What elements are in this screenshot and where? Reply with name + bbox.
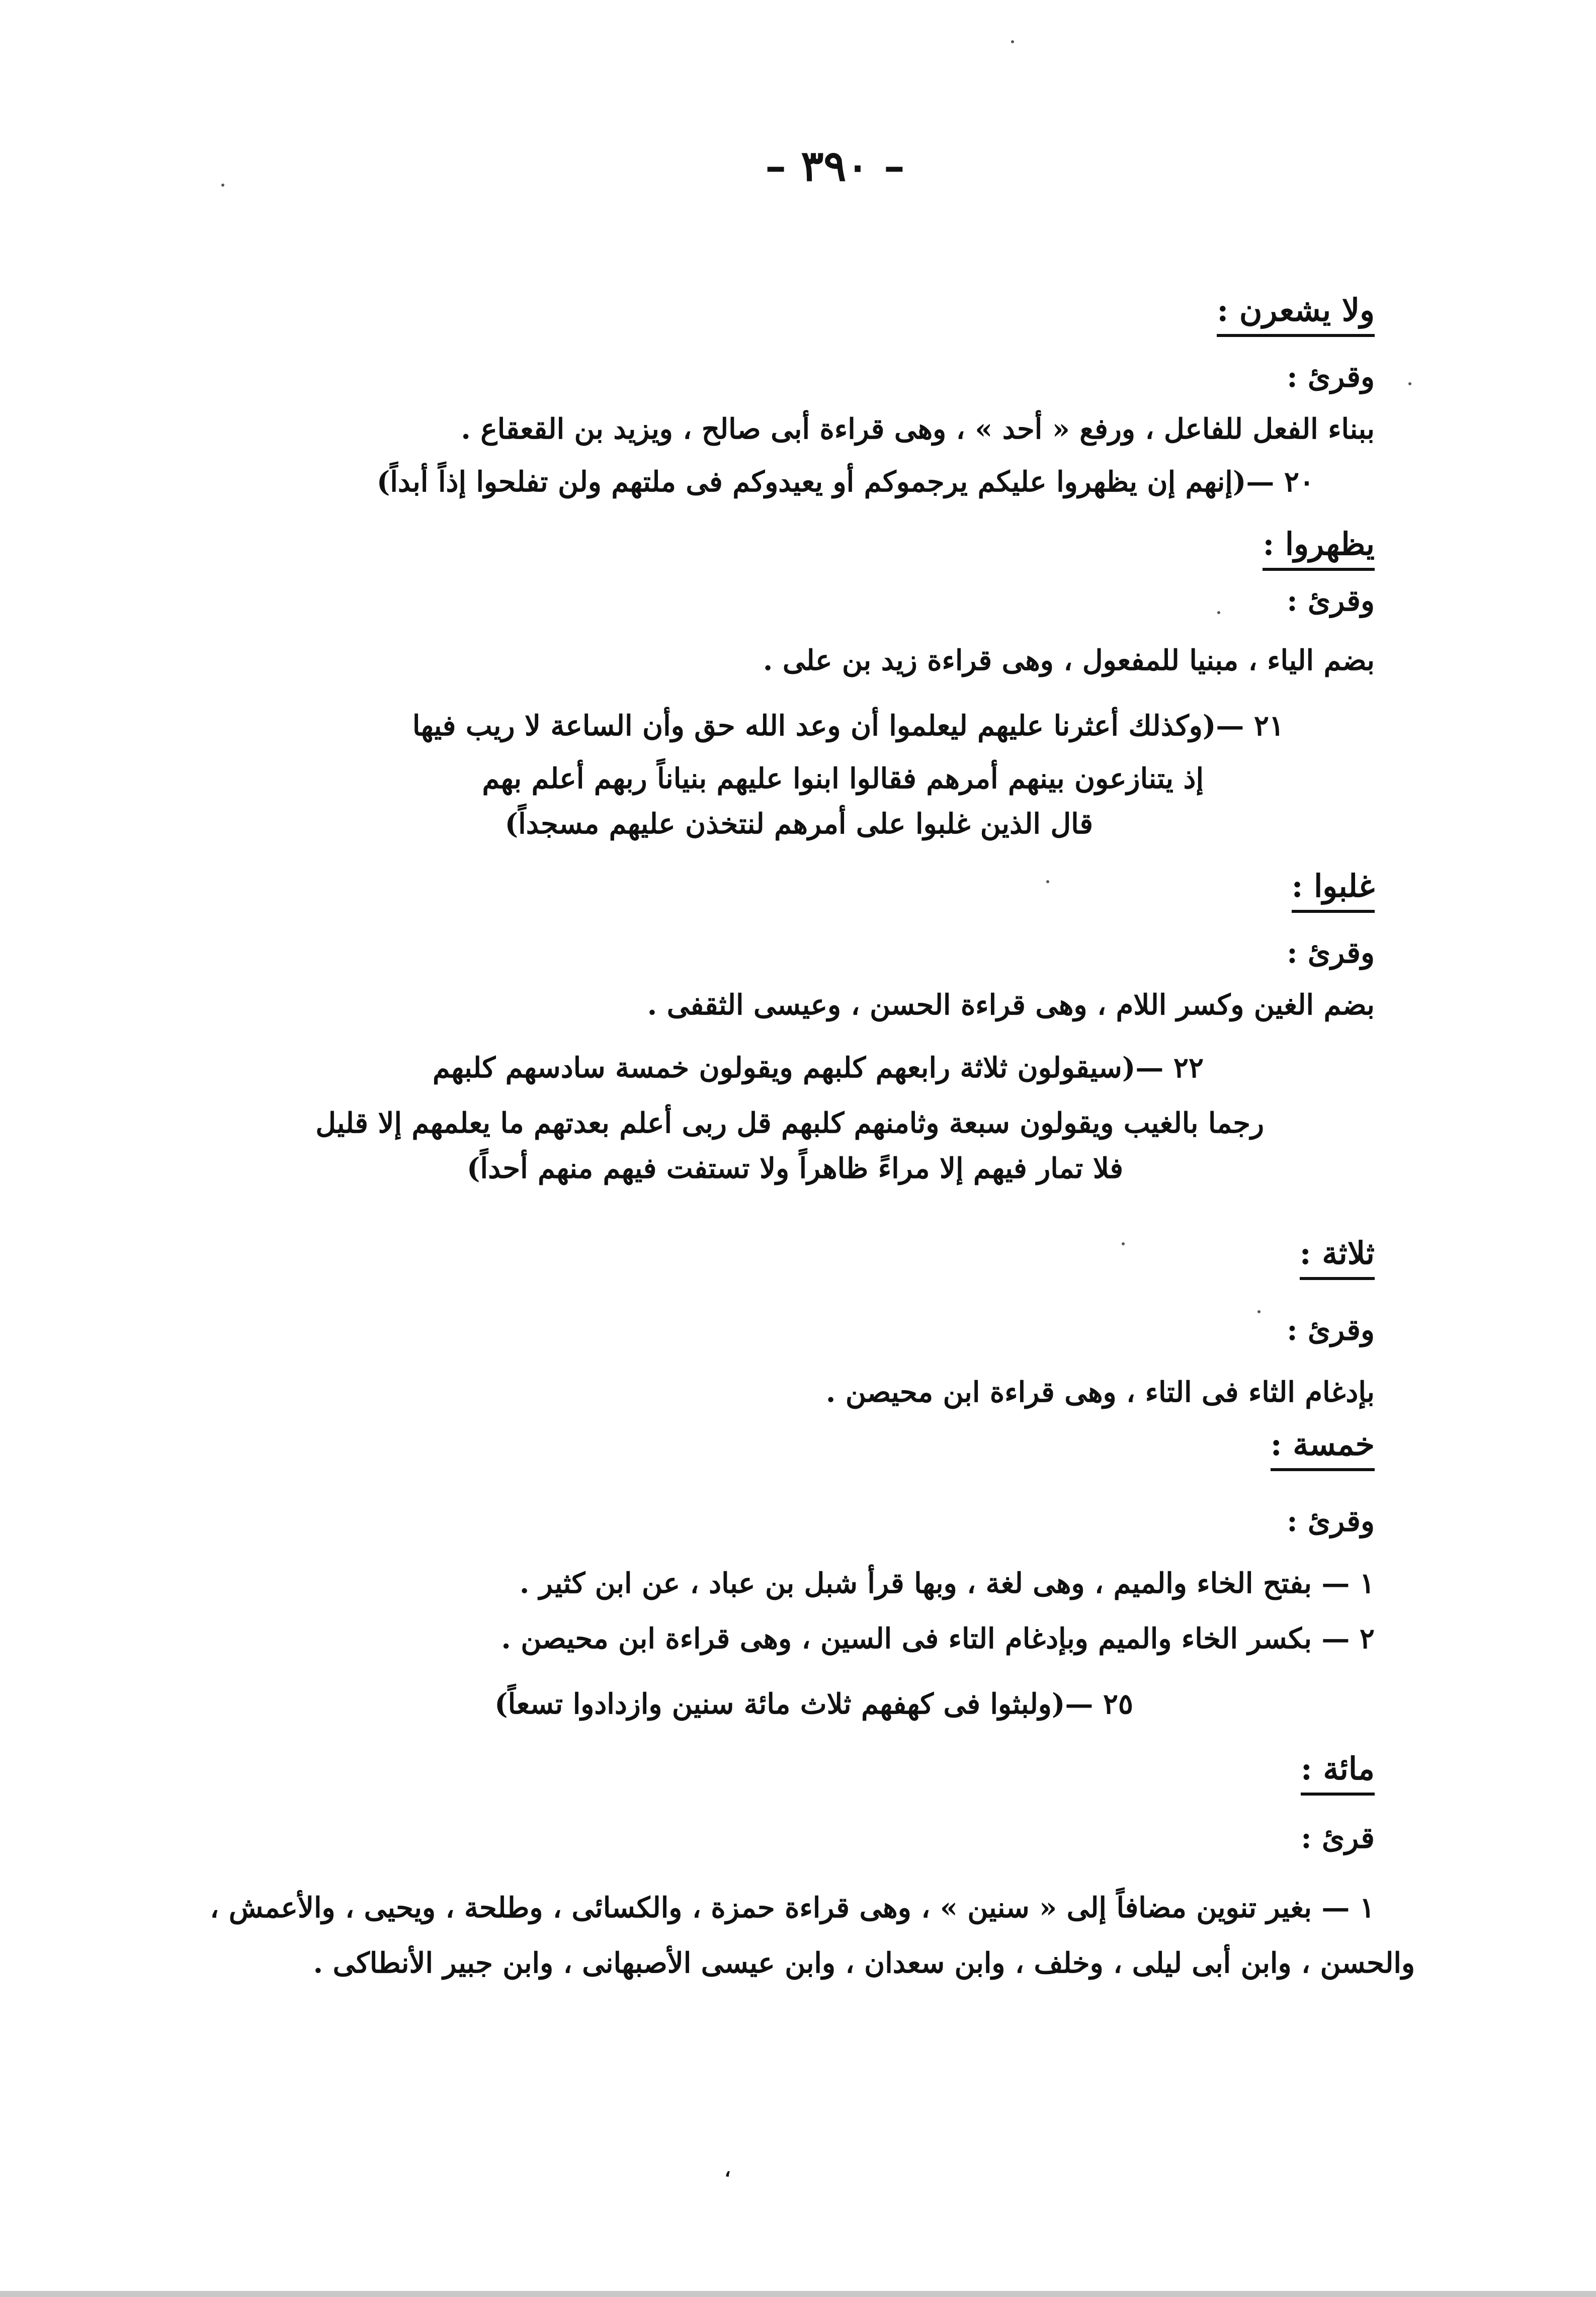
verse-21-line-3: قال الذين غلبوا على أمرهم لنتخذن عليهم مسجداً)	[505, 807, 1093, 840]
heading-thalatha	[1300, 1235, 1375, 1280]
reading-note-5-2: ٢ — بكسر الخاء والميم وبإدغام التاء فى السين ، وهى قراءة ابن محيصن .	[501, 1622, 1375, 1655]
qurie-label-6: قرئ :	[1301, 1821, 1375, 1855]
heading-thalatha-text: ثلاثة :	[1300, 1235, 1375, 1280]
scan-speck	[1122, 1242, 1125, 1245]
verse-20: ٢٠ —(إنهم إن يظهروا عليكم يرجموكم أو يعيدوكم فى ملتهم ولن تفلحوا إذاً أبداً)	[376, 465, 1314, 498]
verse-22-line-2: رجما بالغيب ويقولون سبعة وثامنهم كلبهم قل ربى أعلم بعدتهم ما يعلمهم إلا قليل	[315, 1107, 1264, 1140]
verse-21-line-2: إذ يتنازعون بينهم أمرهم فقالوا ابنوا عليهم بنياناً ربهم أعلم بهم	[482, 762, 1204, 795]
scan-speck	[1408, 382, 1411, 385]
heading-mia	[1301, 1750, 1375, 1796]
heading-ghalabu-text: غلبوا :	[1292, 868, 1375, 913]
heading-yazharu-text: يظهروا :	[1263, 526, 1375, 571]
verse-25: ٢٥ —(ولبثوا فى كهفهم ثلاث مائة سنين وازدادوا تسعاً)	[494, 1687, 1133, 1721]
heading-yasharun-text: ولا يشعرن :	[1217, 292, 1375, 337]
scan-speck	[1046, 880, 1049, 883]
reading-note-6-2: والحسن ، وابن أبى ليلى ، وخلف ، وابن سعدان ، وابن عيسى الأصبهانى ، وابن جبير الأنطاكى .	[313, 1946, 1415, 1980]
heading-khamsa	[1271, 1426, 1375, 1471]
qurie-label-2: وقرئ :	[1287, 583, 1375, 618]
page-bottom-edge	[0, 2291, 1596, 2297]
qurie-label-5: وقرئ :	[1287, 1504, 1375, 1538]
scan-speck	[1257, 1310, 1261, 1313]
heading-ghalabu	[1292, 868, 1375, 913]
page-number: – ٣٩٠ –	[765, 141, 905, 191]
heading-yazharu	[1263, 526, 1375, 571]
verse-22-line-1: ٢٢ —(سيقولون ثلاثة رابعهم كلبهم ويقولون خمسة سادسهم كلبهم	[433, 1051, 1204, 1084]
reading-note-3: بضم الغين وكسر اللام ، وهى قراءة الحسن ، وعيسى الثقفى .	[647, 988, 1375, 1022]
footer-mark: ،	[724, 2158, 731, 2181]
scan-speck	[1011, 40, 1014, 43]
heading-yasharun	[1217, 292, 1375, 337]
verse-21-line-1: ٢١ —(وكذلك أعثرنا عليهم ليعلموا أن وعد الله حق وأن الساعة لا ريب فيها	[412, 709, 1284, 742]
qurie-label-3: وقرئ :	[1287, 935, 1375, 970]
heading-khamsa-text: خمسة :	[1271, 1426, 1375, 1471]
heading-mia-text: مائة :	[1301, 1750, 1375, 1796]
reading-note-4: بإدغام الثاء فى التاء ، وهى قراءة ابن محيصن .	[825, 1376, 1375, 1409]
scan-speck	[1217, 611, 1220, 614]
reading-note-1: ببناء الفعل للفاعل ، ورفع « أحد » ، وهى قراءة أبى صالح ، ويزيد بن القعقاع .	[461, 412, 1375, 446]
reading-note-5-1: ١ — بفتح الخاء والميم ، وهى لغة ، وبها قرأ شبل بن عباد ، عن ابن كثير .	[519, 1567, 1375, 1600]
qurie-label-4: وقرئ :	[1287, 1313, 1375, 1347]
qurie-label-1: وقرئ :	[1287, 360, 1375, 394]
verse-22-line-3: فلا تمار فيهم إلا مراءً ظاهراً ولا تستفت فيهم منهم أحداً)	[467, 1152, 1123, 1185]
reading-note-2: بضم الياء ، مبنيا للمفعول ، وهى قراءة زيد بن على .	[763, 644, 1375, 677]
scan-speck	[221, 184, 224, 187]
reading-note-6-1: ١ — بغير تنوين مضافاً إلى « سنين » ، وهى قراءة حمزة ، والكسائى ، وطلحة ، ويحيى ، والأعمش ،	[210, 1891, 1375, 1924]
